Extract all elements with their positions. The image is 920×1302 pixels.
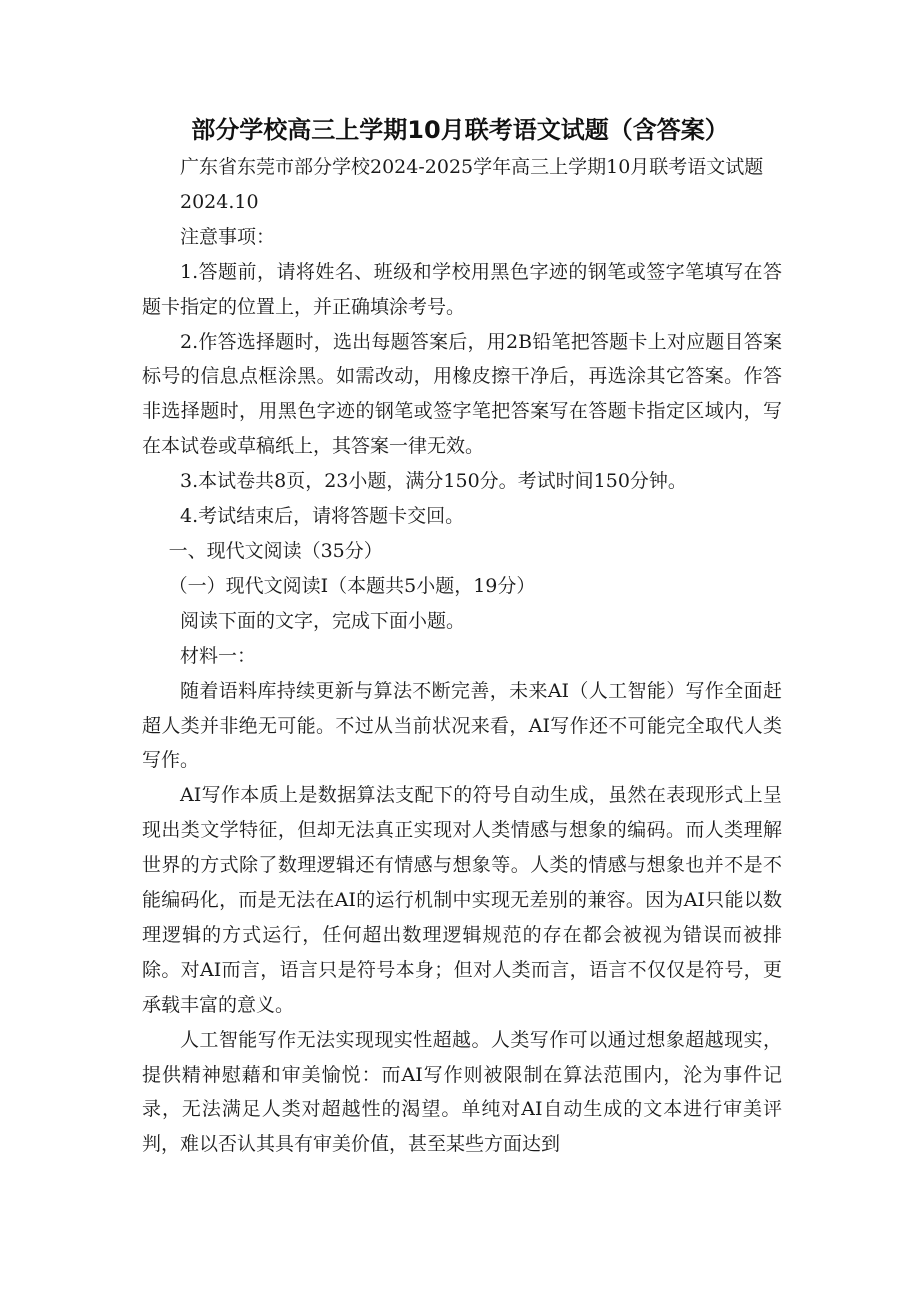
notice-item-4: 4.考试结束后，请将答题卡交回。 (180, 505, 465, 528)
notice-item-2: 2.作答选择题时，选出每题答案后，用2B铅笔把答题卡上对应题目答案标号的信息点框涂黑。如需改动，用橡皮擦干净后，再选涂其它答案。作答非选择题时，用黑色字迹的钢笔或签字笔把答案写在答题卡指定区域内，写在本试卷或草稿纸上，其答案一律无效。 (142, 330, 782, 458)
document-body (142, 150, 782, 1162)
body-paragraph: 随着语料库持续更新与算法不断完善，未来AI（人工智能）写作全面赶超人类并非绝无可能。不过从当前状况来看，AI写作还不可能完全取代人类写作。 (142, 679, 782, 772)
notice-heading: 注意事项： (180, 225, 276, 248)
notice-item-1: 1.答题前，请将姓名、班级和学校用黑色字迹的钢笔或签字笔填写在答题卡指定的位置上，并正确填涂考号。 (142, 260, 782, 318)
notice-item-3: 3.本试卷共8页，23小题，满分150分。考试时间150分钟。 (180, 470, 687, 493)
exam-date: 2024.10 (180, 190, 259, 213)
body-paragraph: AI写作本质上是数据算法支配下的符号自动生成，虽然在表现形式上呈现出类文学特征，但却无法真正实现对人类情感与想象的编码。而人类理解世界的方式除了数理逻辑还有情感与想象等。人类的情感与想象也并不是不能编码化，而是无法在AI的运行机制中实现无差别的兼容。因为AI只能以数理逻辑的方式运行，任何超出数理逻辑规范的存在都会被视为错误而被排除。对AI而言，语言只是符号本身；但对人类而言，语言不仅仅是符号，更承载丰富的意义。 (142, 784, 782, 1016)
subsection-heading: （一）现代文阅读Ⅰ（本题共5小题，19分） (168, 574, 536, 597)
section-heading: 一、现代文阅读（35分） (168, 539, 383, 562)
reading-instruction: 阅读下面的文字，完成下面小题。 (180, 609, 466, 632)
material-label: 材料一： (180, 644, 257, 667)
body-paragraph: 人工智能写作无法实现现实性超越。人类写作可以通过想象超越现实，提供精神慰藉和审美愉悦：而AI写作则被限制在算法范围内，沦为事件记录，无法满足人类对超越性的渴望。单纯对AI自动生成的文本进行审美评判，难以否认其具有审美价值，甚至某些方面达到 (142, 1028, 782, 1156)
exam-subtitle: 广东省东莞市部分学校2024-2025学年高三上学期10月联考语文试题 (180, 156, 764, 178)
document-title: 部分学校高三上学期10月联考语文试题（含答案） (191, 116, 729, 144)
